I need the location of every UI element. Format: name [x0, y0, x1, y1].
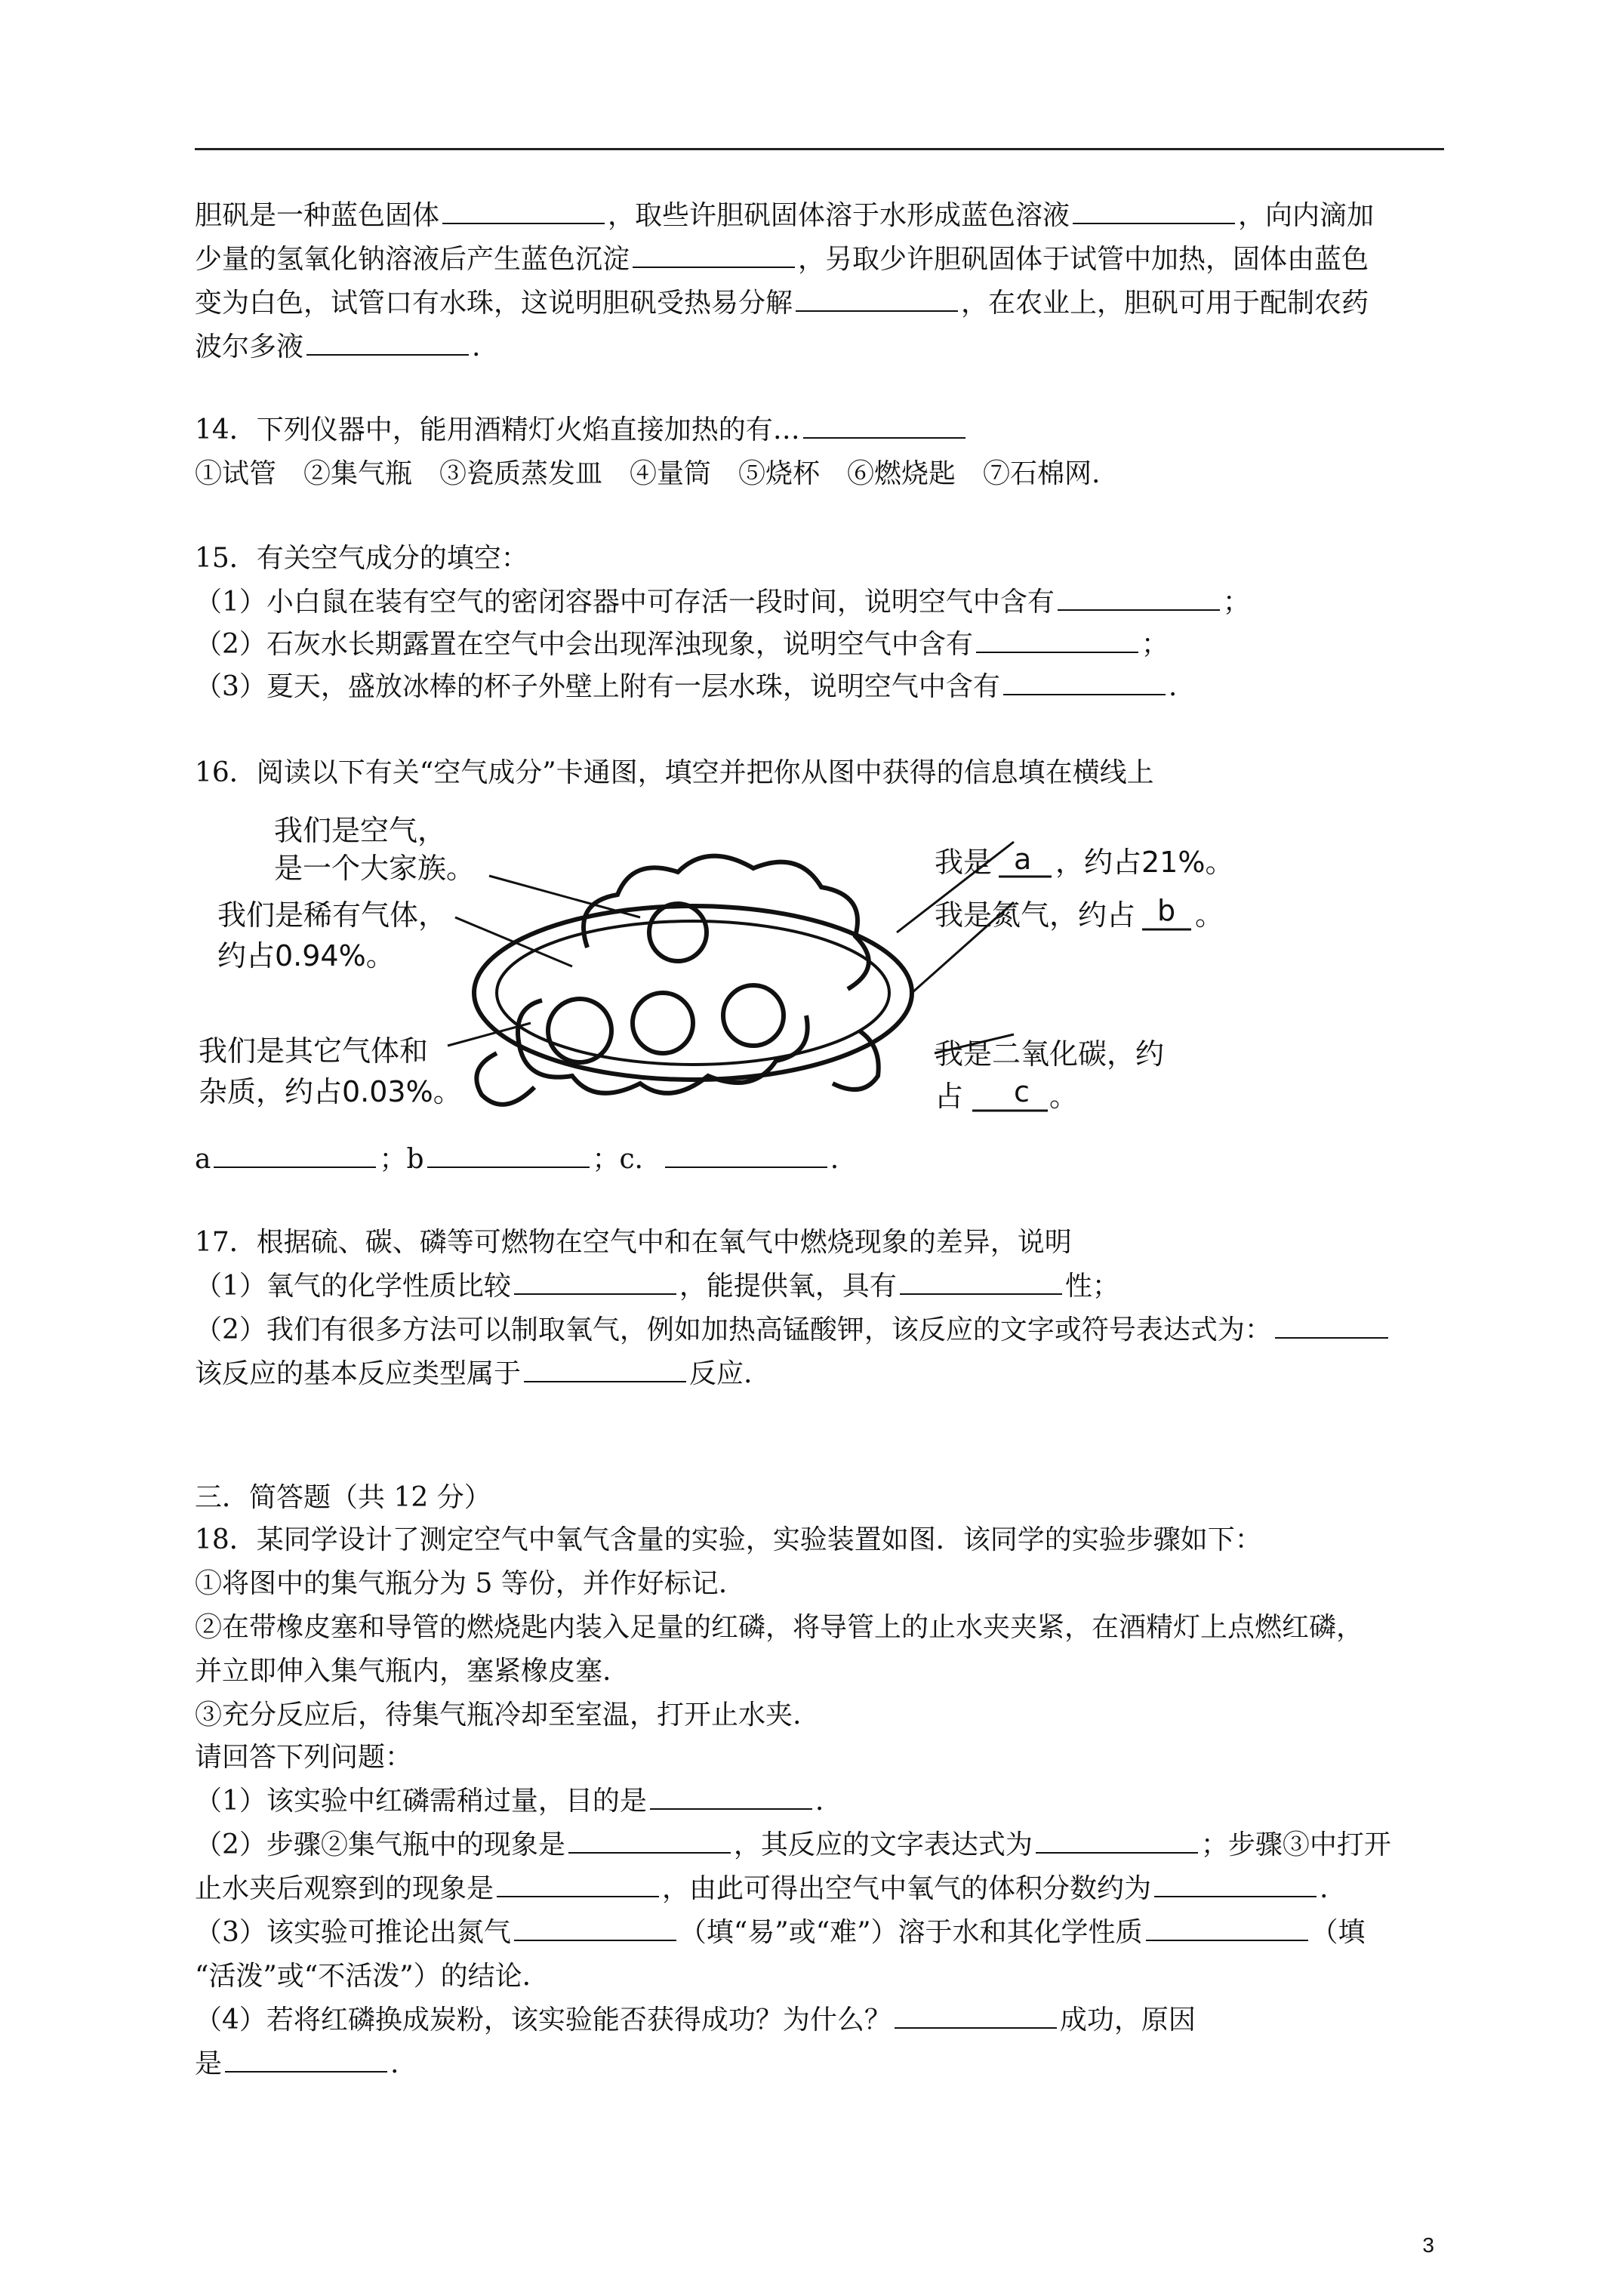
label-oxygen-blank: a [1014, 843, 1032, 876]
answer-blank [803, 415, 965, 439]
q16-answers: a ；b ；c． . [195, 1144, 839, 1175]
q18-part2-cont: 止水夹后观察到的现象是 ，由此可得出空气中氧气的体积分数约为 . [195, 1873, 1329, 1904]
label-air-line1: 我们是空气， [274, 814, 447, 847]
q18-step2-cont: 并立即伸入集气瓶内，塞紧橡皮塞. [195, 1656, 611, 1687]
answer-blank [427, 1144, 590, 1168]
q13-line2: 少量的氢氧化钠溶液后产生蓝色沉淀 ，另取少许胆矾固体于试管中加热，固体由蓝色 [195, 244, 1369, 275]
q18-ask: 请回答下列问题： [195, 1742, 413, 1773]
q14-options: ①试管 ②集气瓶 ③瓷质蒸发皿 ④量筒 ⑤烧杯 ⑥燃烧匙 ⑦石棉网. [195, 458, 1101, 489]
q17-sub2: （2）我们有很多方法可以制取氧气，例如加热高锰酸钾，该反应的文字或符号表达式为： [195, 1314, 1391, 1347]
orbit-ring-outer [474, 906, 912, 1080]
answer-blank [1073, 200, 1235, 224]
air-composition-cartoon [195, 804, 1252, 1129]
pointer-lines [448, 842, 1014, 1053]
label-other-gas-line2: 杂质，约占0.03%。 [199, 1075, 462, 1108]
cloud-face-top [649, 904, 707, 961]
answer-blank [225, 2048, 387, 2073]
q13-line1: 胆矾是一种蓝色固体 ，取些许胆矾固体溶于水形成蓝色溶液 ，向内滴加 [195, 200, 1375, 231]
q14-stem: 14．下列仪器中，能用酒精灯火焰直接加热的有… [195, 414, 969, 447]
cloud-family-drawing [474, 856, 912, 1105]
cloud-face-right [723, 985, 784, 1046]
page-number: 3 [1422, 2233, 1434, 2257]
answer-blank [1003, 671, 1166, 695]
answer-blank [514, 1917, 676, 1941]
answer-blank [1154, 1873, 1317, 1897]
orbit-ring-inner [497, 921, 889, 1065]
answer-blank [895, 2005, 1057, 2029]
q15-stem: 15．有关空气成分的填空： [195, 543, 528, 574]
q18-part3: （3）该实验可推论出氮气 （填“易”或“难”）溶于水和其化学性质 （填 [195, 1917, 1366, 1948]
label-rare-gas-line2: 约占0.94%。 [217, 939, 395, 972]
label-oxygen-prefix: 我是 [935, 846, 993, 879]
label-co2-suffix: 。 [1049, 1080, 1079, 1113]
label-other-gas-line1: 我们是其它气体和 [199, 1034, 429, 1068]
answer-blank [1275, 1314, 1388, 1339]
q13-line3: 变为白色，试管口有水珠，这说明胆矾受热易分解 ，在农业上，胆矾可用于配制农药 [195, 288, 1369, 319]
answer-blank [1146, 1917, 1308, 1941]
label-rare-gas-line1: 我们是稀有气体， [217, 898, 448, 932]
answer-blank [524, 1358, 686, 1382]
q15-sub1: （1）小白鼠在装有空气的密闭容器中可存活一段时间，说明空气中含有 ； [195, 587, 1250, 618]
q15-sub3: （3）夏天，盛放冰棒的杯子外壁上附有一层水珠，说明空气中含有 . [195, 671, 1178, 702]
answer-blank [650, 1786, 812, 1810]
q18-part1: （1）该实验中红磷需稍过量，目的是 . [195, 1786, 824, 1817]
q18-part4-cont: 是 . [195, 2048, 399, 2079]
label-nitrogen-blank: b [1157, 894, 1176, 927]
q17-stem: 17．根据硫、碳、磷等可燃物在空气中和在氧气中燃烧现象的差异，说明 [195, 1227, 1072, 1258]
answer-blank [1036, 1829, 1198, 1854]
q17-sub1: （1）氧气的化学性质比较 ，能提供氧，具有 性； [195, 1271, 1119, 1302]
q15-sub2: （2）石灰水长期露置在空气中会出现浑浊现象，说明空气中含有 ； [195, 629, 1169, 660]
q18-step1: ①将图中的集气瓶分为 5 等份，并作好标记. [195, 1568, 728, 1599]
answer-blank [497, 1873, 659, 1897]
q17-sub2-cont: 该反应的基本反应类型属于 反应. [195, 1358, 753, 1389]
label-nitrogen-prefix: 我是氮气，约占 [935, 898, 1136, 932]
answer-blank [306, 331, 469, 356]
answer-blank [1058, 587, 1220, 611]
label-co2-blank: c [1014, 1075, 1030, 1108]
answer-blank [442, 200, 605, 224]
label-air-line2: 是一个大家族。 [274, 852, 476, 885]
answer-blank [796, 288, 958, 312]
answer-blank [665, 1144, 827, 1168]
q18-step3: ③充分反应后，待集气瓶冷却至室温，打开止水夹. [195, 1700, 802, 1730]
q13-line4: 波尔多液 . [195, 331, 481, 362]
label-nitrogen-suffix: 。 [1195, 898, 1224, 932]
q16-stem: 16．阅读以下有关“空气成分”卡通图，填空并把你从图中获得的信息填在横线上 [195, 757, 1154, 788]
section3-title: 三．简答题（共 12 分） [195, 1482, 491, 1513]
answer-blank [900, 1271, 1062, 1295]
q18-stem: 18．某同学设计了测定空气中氧气含量的实验，实验装置如图．该同学的实验步骤如下： [195, 1524, 1262, 1555]
q18-part3-cont: “活泼”或“不活泼”）的结论. [195, 1961, 531, 1992]
answer-blank [214, 1144, 376, 1168]
answer-blank [568, 1829, 731, 1854]
label-co2-line1: 我是二氧化碳，约 [935, 1037, 1165, 1071]
q18-step2: ②在带橡皮塞和导管的燃烧匙内装入足量的红磷，将导管上的止水夹夹紧，在酒精灯上点燃红磷， [195, 1612, 1364, 1643]
label-oxygen-suffix: ，约占21%。 [1055, 846, 1234, 879]
q18-part2: （2）步骤②集气瓶中的现象是 ，其反应的文字表达式为 ；步骤③中打开 [195, 1829, 1391, 1860]
q18-part4: （4）若将红磷换成炭粉，该实验能否获得成功？为什么？ 成功，原因 [195, 2005, 1196, 2036]
cloud-face-mid [633, 993, 693, 1053]
label-co2-prefix: 占 [935, 1080, 964, 1113]
answer-blank [514, 1271, 676, 1295]
header-rule [195, 148, 1444, 150]
answer-blank [633, 244, 795, 268]
answer-blank [976, 629, 1138, 653]
